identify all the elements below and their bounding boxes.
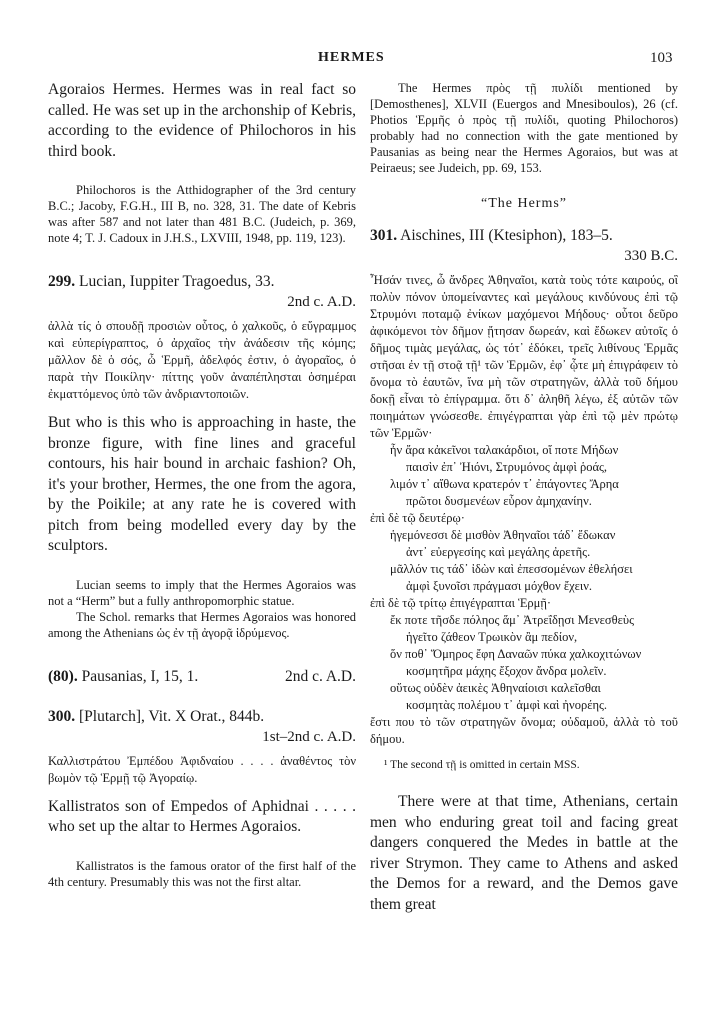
epigram-2 [370, 527, 678, 595]
entry-300-source: [Plutarch], Vit. X Orat., 844b. [79, 707, 265, 725]
page-header [0, 50, 725, 74]
epigram-3-line: κοσμητὰς πολέμου τ᾽ ἀμφὶ καὶ ἠνορέης. [406, 698, 608, 712]
epigram-2-line: ἀμφὶ ξυνοῖσι πράγμασι μόχθον ἔχειν. [406, 579, 593, 593]
left-column [48, 80, 356, 890]
right-column [370, 80, 678, 915]
top-note: The Hermes πρὸς τῇ πυλίδι mentioned by [Demosthenes], XLVII (Euergos and Mnesiboulos), 26 (cf. Photios Ἑρμῆς ὁ πρὸς τῇ πυλίδι, quoting Philochoros) probably had no connection with the gate mentioned by Pausanias as being near the Hermes Agoraios, but was at Peiraeus; see Judeich, pp. 69, 153. [370, 81, 678, 175]
entry-80-heading [48, 667, 356, 687]
page-number: 103 [650, 50, 673, 66]
section-title: “The Herms” [480, 196, 568, 211]
entry-300-greek: Καλλιστράτου Ἐμπέδου Ἀφιδναίου . . . . ἀναθέντος τὸν βωμὸν τῷ Ἑρμῇ τῷ Ἀγοραίῳ. [48, 753, 356, 785]
entry-300-number: 300. [48, 707, 76, 725]
entry-301-greek: Ἦσάν τινες, ὦ ἄνδρες Ἀθηναῖοι, κατὰ τοὺς τότε καιρούς, οἳ πολὺν πόνον ὑπομείναντες καὶ μεγάλους κινδύνους ἐπὶ τῷ Στρυμόνι ποταμῷ ἐνίκων μαχόμενοι Μήδους· οὗτοι δεῦρο ἀφικόμενοι τὸν δῆμον ᾔτησαν δωρεάν, καὶ ἔδωκεν αὐτοῖς ὁ δῆμος τιμὰς μεγάλας, ὡς τότ᾽ ἐδόκει, τρεῖς λιθίνους Ἑρμᾶς στῆσαι ἐν τῇ στοᾷ τῇ¹ τῶν Ἑρμῶν, ἐφ᾽ ᾧτε μὴ ἐπιγράφειν τὸ ὄνομα τὸ ἑαυτῶν, ἵνα μὴ τῶν στρατηγῶν, ἀλλὰ τοῦ δήμου δοκῇ εἶναι τὸ ἐπίγραμμα. ὅτι δ᾽ ἀληθῆ λέγω, ἐξ αὐτῶν τῶν ποιημάτων γνώσεσθε. ἐπιγέγραπται γὰρ ἐπὶ τῷ μὲν πρώτῳ τῶν Ἑρμῶν· [370, 273, 678, 440]
entry-301-heading [370, 226, 678, 246]
entry-299-source: Lucian, Iuppiter Tragoedus, 33. [79, 273, 275, 290]
entry-301-date: 330 B.C. [624, 248, 678, 264]
epigram-2-line: ἀντ᾽ εὐεργεσίης καὶ μεγάλης ἀρετῆς. [406, 545, 591, 559]
greek-conclusion: ἔστι που τὸ τῶν στρατηγῶν ὄνομα; οὐδαμοῦ, ἀλλὰ τὸ τοῦ δήμου. [370, 715, 678, 746]
epigram-1 [370, 442, 678, 510]
third-herm-intro: ἐπὶ δὲ τῷ τρίτῳ ἐπιγέγραπται Ἑρμῇ· [370, 596, 552, 610]
epigram-3-line: ἡγεῖτο ζάθεον Τρωικὸν ἂμ πεδίον, [406, 630, 578, 644]
entry-300-heading [48, 707, 356, 727]
epigram-1-line: παισὶν ἐπ᾽ Ἠιόνι, Στρυμόνος ἀμφὶ ῥοάς, [406, 460, 608, 474]
entry-301-source: Aischines, III (Ktesiphon), 183–5. [400, 227, 613, 244]
epigram-1-line: λιμόν τ᾽ αἴθωνα κρατερόν τ᾽ ἐπάγοντες Ἄρηα [390, 477, 619, 491]
entry-80-source: Pausanias, I, 15, 1. [81, 667, 199, 685]
epigram-3-line: οὕτως οὐδὲν ἀεικὲς Ἀθηναίοισι καλεῖσθαι [390, 681, 601, 695]
entry-299-translation: But who is this who is approaching in haste, the bronze figure, with fine lines and graceful contours, his hair bound in archaic fashion? Oh, it's your brother, Hermes, the one from the agora, by the Poikile; at any rate he is covered with pitch from being modelled every day by the sculptors. [48, 414, 356, 554]
entry-300-date: 1st–2nd c. A.D. [262, 728, 356, 745]
epigram-3 [370, 612, 678, 714]
entry-299-note-1: Lucian seems to imply that the Hermes Agoraios was not a “Herm” but a fully anthropomorphic statue. [48, 577, 356, 608]
epigram-3-line: ἔκ ποτε τῆσδε πόληος ἅμ᾽ Ἀτρεΐδῃσι Μενεσθεὺς [390, 613, 635, 627]
epigram-1-line: ἦν ἄρα κἀκεῖνοι ταλακάρδιοι, οἵ ποτε Μήδων [390, 443, 619, 457]
footnote: ¹ The second τῇ is omitted in certain MSS. [384, 759, 580, 771]
entry-300-note: Kallistratos is the famous orator of the first half of the 4th century. Presumably this was not the first altar. [48, 858, 356, 889]
entry-80-date: 2nd c. A.D. [284, 667, 356, 685]
epigram-3-line: κοσμητῆρα μάχης ἔξοχον ἄνδρα μολεῖν. [406, 664, 607, 678]
epigram-1-line: πρῶτοι δυσμενέων εὗρον ἀμηχανίην. [406, 494, 592, 508]
epigram-2-line: ἡγεμόνεσσι δὲ μισθὸν Ἀθηναῖοι τάδ᾽ ἔδωκαν [390, 528, 616, 542]
entry-80-number: (80). [48, 667, 78, 685]
epigram-3-line: ὅν ποθ᾽ Ὅμηρος ἔφη Δαναῶν πύκα χαλκοχιτώνων [390, 647, 642, 661]
entry-299-number: 299. [48, 273, 76, 290]
second-herm-intro: ἐπὶ δὲ τῷ δευτέρῳ· [370, 511, 465, 525]
intro-text: Agoraios Hermes. Hermes was in real fact so called. He was set up in the archonship of Kebris, according to the evidence of Philochoros in his third book. [48, 81, 356, 160]
entry-301-number: 301. [370, 227, 398, 244]
entry-299-date: 2nd c. A.D. [287, 294, 356, 310]
entry-299-heading [48, 272, 356, 292]
intro-note: Philochoros is the Atthidographer of the 3rd century B.C.; Jacoby, F.G.H., III B, no. 328, 31. The date of Kebris was after 587 and not later than 481 B.C. (Judeich, p. 369, note 4; T. J. Cadoux in J.H.S., LXVIII, 1948, pp. 119, 123). [48, 183, 356, 245]
entry-299-greek: ἀλλὰ τίς ὁ σπουδῇ προσιὼν οὗτος, ὁ χαλκοῦς, ὁ εὔγραμμος καὶ εὐπερίγραπτος, ὁ ἀρχαῖος τὴν ἀνάδεσιν τῆς κόμης; μᾶλλον δὲ ὁ σός, ὦ Ἑρμῆ, ἀδελφός ἐστιν, ὁ ἀγοραῖος, ὁ παρὰ τὴν Ποικίλην· πίττης γοῦν ἀναπέπλησται ὁσημέραι ἐκματτόμενος ὑπὸ τῶν ἀνδριαντοποιῶν. [48, 319, 356, 401]
entry-301-translation: There were at that time, Athenians, certain men who enduring great toil and facing great dangers conquered the Medes in battle at the river Strymon. They came to Athens and asked the Demos for a reward, and the Demos gave them great [370, 793, 678, 913]
entry-299-note-2: The Schol. remarks that Hermes Agoraios was honored among the Athenians ὡς ἐν τῇ ἀγορᾷ ἱδρύμενος. [48, 609, 356, 640]
epigram-2-line: μᾶλλόν τις τάδ᾽ ἰδὼν καὶ ἐπεσσομένων ἐθελήσει [390, 562, 633, 576]
running-title: HERMES [318, 50, 385, 65]
entry-300-translation: Kallistratos son of Empedos of Aphidnai . . . . . who set up the altar to Hermes Agoraios. [48, 797, 356, 835]
